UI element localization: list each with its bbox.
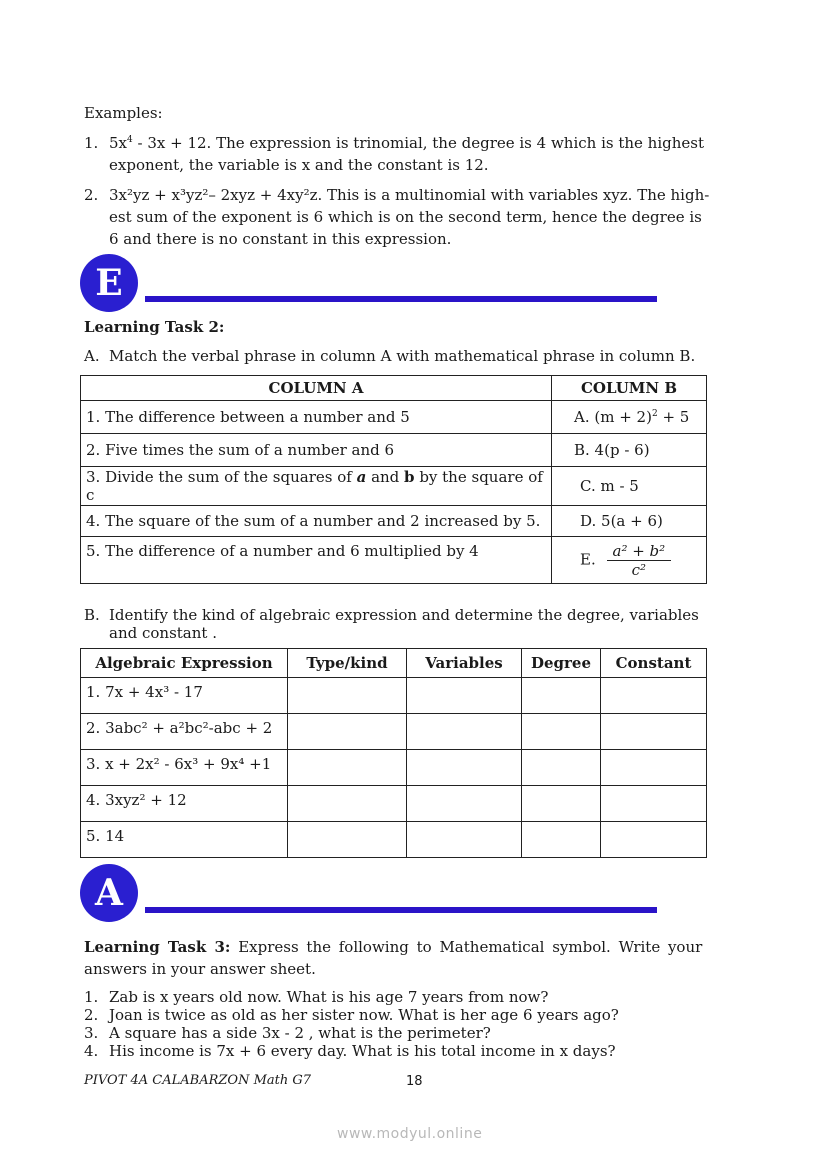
table-row: [81, 434, 707, 467]
section-a-badge: A: [80, 864, 138, 922]
column-b-cell: A. $(m + 2)^2 + 5$: [552, 401, 707, 434]
header-type: Type/kind: [288, 649, 407, 678]
column-a-cell: 3. Divide the sum of the squares of a and b by the square of c: [81, 467, 552, 506]
footer-title: PIVOT 4A CALABARZON Math G7: [84, 1073, 312, 1088]
variables-cell[interactable]: [407, 750, 522, 786]
task-2-title: Learning Task 2:: [84, 318, 225, 336]
task-2b-instruction-line-2: and constant .: [109, 624, 217, 642]
column-a-header: COLUMN A: [81, 376, 552, 401]
expression-cell: 2. 3abc² + a²bc²-abc + 2: [81, 714, 288, 750]
expression-cell: 3. x + 2x² - 6x³ + 9x⁴ +1: [81, 750, 288, 786]
task-3-item-2-number: 2.: [84, 1006, 99, 1024]
table-row: [81, 401, 707, 434]
header-variables: Variables: [407, 649, 522, 678]
degree-cell[interactable]: [522, 750, 601, 786]
example-2-line-2: est sum of the exponent is 6 which is on the second term, hence the degree is: [109, 208, 702, 226]
type-cell[interactable]: [288, 714, 407, 750]
task-3-item-1-number: 1.: [84, 988, 99, 1006]
example-2-line-1: 3x²yz + x³yz²– 2xyz + 4xy²z. This is a multinomial with variables xyz. The high-: [109, 186, 710, 204]
column-a-cell: 5. The difference of a number and 6 multiplied by 4: [81, 537, 552, 584]
header-expression: Algebraic Expression: [81, 649, 288, 678]
task-3-item-4-number: 4.: [84, 1042, 99, 1060]
section-e-badge: E: [80, 254, 138, 312]
section-e-divider: [145, 296, 657, 302]
example-1-number: 1.: [84, 134, 99, 152]
task-3-item-3-number: 3.: [84, 1024, 99, 1042]
table-row: [81, 506, 707, 537]
task-3-intro-line-1: Learning Task 3: Express the following to Mathematical symbol. Write your: [84, 938, 703, 956]
column-b-cell: E. $\frac{\text{a² + b²}}{\text{c²}}$: [552, 537, 707, 584]
fraction-expression: $\frac{\text{a² + b²}}{\text{c²}}$: [607, 542, 672, 579]
degree-cell[interactable]: [522, 822, 601, 858]
example-1-line-1: $5x^4 - 3x + 12$. The expression is trinomial, the degree is 4 which is the highest: [109, 134, 705, 152]
example-2-line-3: 6 and there is no constant in this expression.: [109, 230, 452, 248]
task-3-item-1: Zab is x years old now. What is his age 7 years from now?: [109, 988, 549, 1006]
task-2b-instruction-line-1: Identify the kind of algebraic expression and determine the degree, variables: [109, 606, 699, 624]
variables-cell[interactable]: [407, 822, 522, 858]
expression-table: [80, 648, 707, 858]
examples-heading: Examples:: [84, 104, 163, 122]
header-degree: Degree: [522, 649, 601, 678]
column-b-cell: D. 5(a + 6): [552, 506, 707, 537]
table-row: [81, 786, 707, 822]
constant-cell[interactable]: [601, 822, 707, 858]
variables-cell[interactable]: [407, 786, 522, 822]
constant-cell[interactable]: [601, 750, 707, 786]
task-3-item-4: His income is 7x + 6 every day. What is his total income in x days?: [109, 1042, 616, 1060]
example-1-line-2: exponent, the variable is x and the constant is 12.: [109, 156, 489, 174]
table-row: [81, 678, 707, 714]
column-b-cell: C. m - 5: [552, 467, 707, 506]
task-3-item-2: Joan is twice as old as her sister now. What is her age 6 years ago?: [109, 1006, 619, 1024]
expression-cell: 5. 14: [81, 822, 288, 858]
page-number: 18: [406, 1074, 423, 1089]
table-row: [81, 467, 707, 506]
task-2a-label: A.: [84, 347, 100, 365]
degree-cell[interactable]: [522, 714, 601, 750]
example-2-number: 2.: [84, 186, 99, 204]
variables-cell[interactable]: [407, 678, 522, 714]
column-b-cell: B. 4(p - 6): [552, 434, 707, 467]
table-row: [81, 822, 707, 858]
degree-cell[interactable]: [522, 786, 601, 822]
task-2b-label: B.: [84, 606, 100, 624]
task-3-intro-line-2: answers in your answer sheet.: [84, 960, 316, 978]
expression-cell: 1. 7x + 4x³ - 17: [81, 678, 288, 714]
task-2a-instruction: Match the verbal phrase in column A with mathematical phrase in column B.: [109, 347, 696, 365]
variables-cell[interactable]: [407, 714, 522, 750]
column-b-header: COLUMN B: [552, 376, 707, 401]
expression-cell: 4. 3xyz² + 12: [81, 786, 288, 822]
column-a-cell: 2. Five times the sum of a number and 6: [81, 434, 552, 467]
table-row: [81, 714, 707, 750]
column-a-cell: 4. The square of the sum of a number and 2 increased by 5.: [81, 506, 552, 537]
section-a-divider: [145, 907, 657, 913]
type-cell[interactable]: [288, 822, 407, 858]
table-row: [81, 750, 707, 786]
header-constant: Constant: [601, 649, 707, 678]
type-cell[interactable]: [288, 786, 407, 822]
constant-cell[interactable]: [601, 678, 707, 714]
task-3-item-3: A square has a side 3x - 2 , what is the perimeter?: [109, 1024, 491, 1042]
degree-cell[interactable]: [522, 678, 601, 714]
constant-cell[interactable]: [601, 714, 707, 750]
column-a-cell: 1. The difference between a number and 5: [81, 401, 552, 434]
type-cell[interactable]: [288, 750, 407, 786]
type-cell[interactable]: [288, 678, 407, 714]
watermark: www.modyul.online: [337, 1126, 483, 1142]
constant-cell[interactable]: [601, 786, 707, 822]
table-row: [81, 537, 707, 584]
matching-table: [80, 375, 707, 584]
